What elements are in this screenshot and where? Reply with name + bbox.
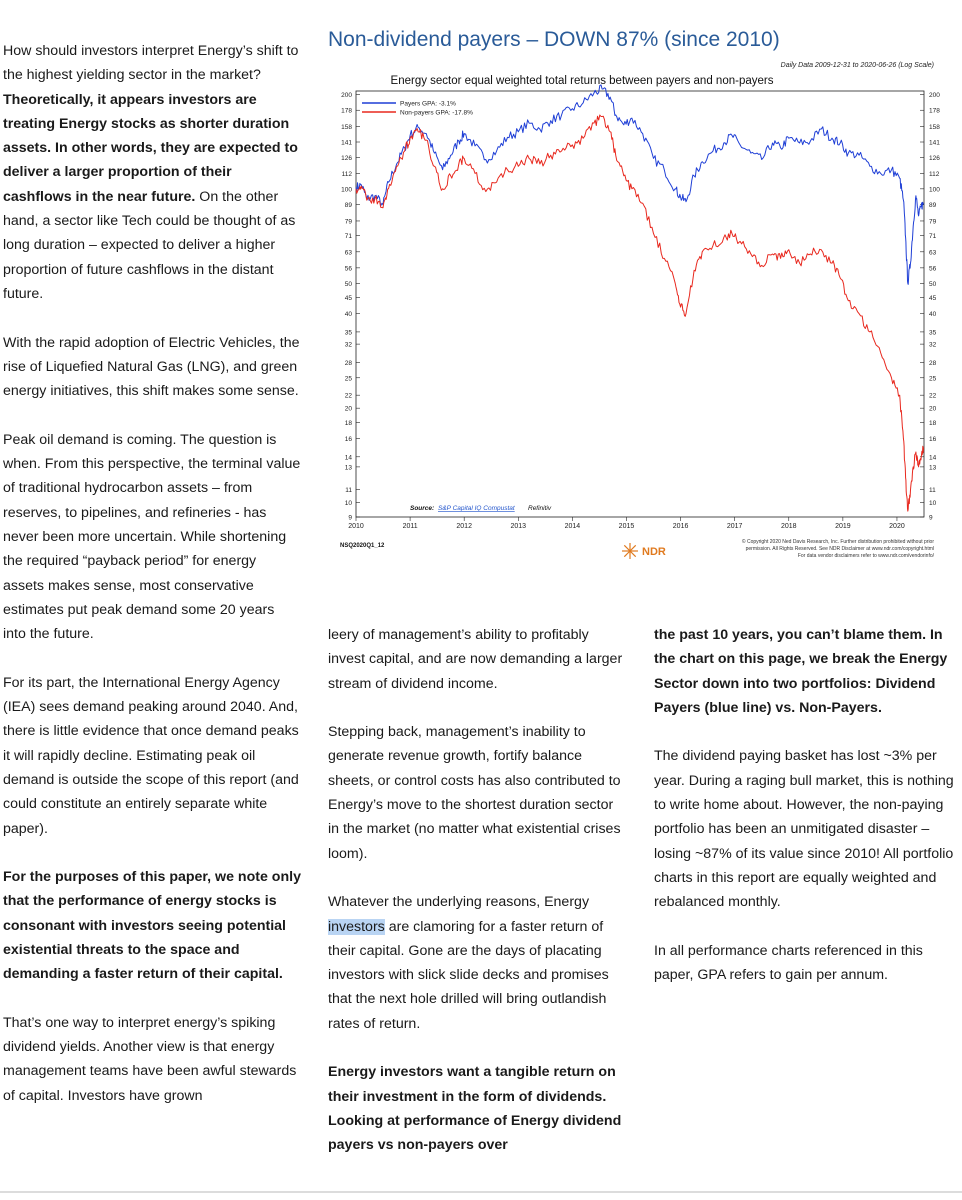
y-tick-label-right: 18 (929, 420, 937, 428)
y-tick-label-right: 158 (929, 123, 940, 131)
x-tick-label: 2013 (510, 523, 527, 530)
highlighted-text[interactable]: investors (328, 918, 385, 935)
brand-star-icon (630, 545, 636, 551)
x-tick-label: 2019 (835, 523, 851, 530)
y-tick-label-left: 63 (344, 249, 352, 257)
brand-star-icon (630, 551, 636, 557)
y-tick-label-left: 79 (344, 218, 352, 226)
y-tick-label-left: 158 (341, 123, 352, 131)
source-extra: Refinitiv (528, 505, 552, 512)
y-tick-label-left: 71 (344, 233, 352, 241)
legend-entry: Non-payers GPA: -17.8% (400, 109, 473, 117)
y-tick-label-left: 178 (341, 107, 352, 115)
paragraph (3, 428, 301, 647)
paragraph (654, 623, 954, 720)
bold-text: Theoretically, it appears investors are treating Energy stocks as shorter duration assets. In other words, they are expected to deliver a larger proportion of their cashflows in the near future. (3, 91, 298, 205)
paragraph (3, 865, 301, 986)
bold-text: For the purposes of this paper, we note only that the performance of energy stocks is consonant with investors seeing potential existential threats to the space and demanding a faster return of their capital. (3, 869, 301, 983)
x-tick-label: 2012 (456, 523, 472, 530)
x-tick-label: 2010 (348, 523, 364, 530)
x-tick-label: 2014 (564, 523, 581, 530)
y-tick-label-right: 13 (929, 464, 937, 472)
chart-title: Energy sector equal weighted total returns between payers and non-payers (390, 75, 774, 87)
y-tick-label-left: 10 (344, 500, 352, 508)
text-run: The dividend paying basket has lost ~3% per year. During a raging bull market, this is nothing to write home about. However, the non-paying portfolio has been an unmitigated disaster – losing ~87% of its value since 2010! All portfolio charts in this report are equally weighted and rebalanced monthly. (654, 748, 954, 911)
paragraph (328, 720, 628, 866)
brand-star-icon (624, 551, 630, 557)
y-tick-label-left: 22 (344, 392, 352, 400)
y-tick-label-right: 178 (929, 107, 940, 115)
text-run: Whatever the underlying reasons, Energy (328, 894, 590, 911)
y-tick-label-right: 16 (929, 436, 937, 444)
text-run: How should investors interpret Energy’s shift to the highest yielding sector in the market? (3, 43, 299, 84)
brand-star-icon (624, 545, 630, 551)
y-tick-label-right: 141 (929, 139, 940, 147)
text-run: leery of management’s ability to profitably invest capital, and are now demanding a larger stream of dividend income. (328, 627, 623, 692)
y-tick-label-right: 200 (929, 91, 940, 99)
text-run: That’s one way to interpret energy’s spiking dividend yields. Another view is that energy management teams have been awful stewards of capital. Investors have grown (3, 1014, 297, 1104)
y-tick-label-right: 63 (929, 249, 937, 257)
x-tick-label: 2018 (780, 523, 797, 530)
y-tick-label-right: 89 (929, 202, 937, 210)
y-tick-label-left: 35 (344, 329, 352, 337)
paragraph (654, 744, 954, 914)
x-tick-label: 2020 (889, 523, 905, 530)
y-tick-label-left: 126 (341, 154, 352, 162)
y-tick-label-right: 28 (929, 359, 937, 367)
y-tick-label-right: 126 (929, 154, 940, 162)
y-tick-label-right: 9 (929, 514, 933, 522)
y-tick-label-left: 16 (344, 436, 352, 444)
paragraph (328, 1060, 628, 1157)
y-tick-label-right: 14 (929, 454, 937, 462)
y-tick-label-left: 11 (345, 487, 352, 495)
y-tick-label-left: 20 (344, 405, 352, 413)
bold-text: the past 10 years, you can’t blame them. In the chart on this page, we break the Energy Sector down into two portfolios: Dividend Payers (blue line) vs. Non-Payers. (654, 627, 948, 716)
y-tick-label-left: 100 (341, 186, 352, 194)
y-tick-label-left: 89 (344, 202, 352, 210)
y-tick-label-right: 56 (929, 265, 937, 273)
article-column-2 (328, 623, 628, 1182)
y-tick-label-right: 11 (929, 487, 936, 495)
plot-frame (356, 91, 924, 517)
paragraph (654, 939, 954, 988)
chart-id: NSQ2020Q1_12 (340, 543, 385, 549)
y-tick-label-right: 50 (929, 280, 937, 288)
y-tick-label-left: 25 (344, 375, 352, 383)
text-run: Peak oil demand is coming. The question is when. From this perspective, the terminal value of traditional hydrocarbon assets – from reserves, to pipelines, and refineries - has never been more uncertain. While shortening the required “payback period” for energy assets makes sense, most conservative estimates put peak demand some 20 years into the future. (3, 431, 301, 643)
paragraph (3, 39, 301, 306)
y-tick-label-right: 45 (929, 295, 937, 303)
chart-subtitle: Daily Data 2009-12-31 to 2020-06-26 (Log Scale) (780, 62, 934, 69)
text-run: For its part, the International Energy Agency (IEA) sees demand peaking around 2040. And, there is little evidence that once demand peaks it will rapidly decline. Estimating peak oil demand is outside the scope of this report (and could constitute an entirely separate white paper). (3, 674, 299, 837)
y-tick-label-right: 10 (929, 500, 937, 508)
y-tick-label-left: 28 (344, 359, 352, 367)
y-tick-label-right: 71 (929, 233, 937, 241)
y-tick-label-left: 141 (341, 139, 352, 147)
y-tick-label-left: 32 (344, 341, 352, 349)
y-tick-label-left: 9 (348, 514, 352, 522)
y-tick-label-right: 40 (929, 311, 937, 319)
copyright-line: permission. All Rights Reserved. See NDR Disclaimer at www.ndr.com/copyright.html (745, 546, 934, 552)
x-tick-label: 2017 (726, 523, 743, 530)
text-run: are clamoring for a faster return of their capital. Gone are the days of placating investors with slick slide decks and promises that the next hole drilled will bring outlandish rates of return. (328, 918, 609, 1032)
paragraph (3, 1011, 301, 1108)
y-tick-label-right: 35 (929, 329, 937, 337)
source-link: S&P Capital IQ Compustat (438, 505, 515, 512)
legend-entry: Payers GPA: -3.1% (400, 100, 456, 108)
text-run: On the other hand, a sector like Tech could be thought of as long duration – expected to deliver a higher proportion of future cashflows in the distant future. (3, 188, 296, 302)
x-tick-label: 2016 (672, 523, 689, 530)
y-tick-label-right: 22 (929, 392, 937, 400)
source-label: Source: (410, 505, 435, 512)
y-tick-label-left: 45 (344, 295, 352, 303)
y-tick-label-right: 20 (929, 405, 937, 413)
text-run: Stepping back, management’s inability to generate revenue growth, fortify balance sheets, or control costs has also contributed to Energy’s move to the shortest duration sector in the market (no matter what existential crises loom). (328, 724, 621, 862)
y-tick-label-left: 14 (344, 454, 352, 462)
article-column-1 (3, 39, 301, 1132)
y-tick-label-left: 13 (344, 464, 352, 472)
y-tick-label-left: 50 (344, 280, 352, 288)
y-tick-label-left: 40 (344, 311, 352, 319)
page-divider (0, 1191, 962, 1193)
y-tick-label-left: 112 (341, 170, 352, 178)
y-tick-label-right: 79 (929, 218, 937, 226)
y-tick-label-left: 18 (344, 420, 352, 428)
y-tick-label-left: 200 (341, 91, 352, 99)
text-run: With the rapid adoption of Electric Vehicles, the rise of Liquefied Natural Gas (LNG), and green energy initiatives, this shift makes some sense. (3, 334, 300, 400)
y-tick-label-left: 56 (344, 265, 352, 273)
bold-text: Energy investors want a tangible return on their investment in the form of dividends. Looking at performance of Energy dividend payers vs non-payers over (328, 1064, 622, 1154)
copyright-line: © Copyright 2020 Ned Davis Research, Inc. Further distribution prohibited without prior (741, 539, 934, 545)
text-run: In all performance charts referenced in this paper, GPA refers to gain per annum. (654, 942, 923, 984)
x-tick-label: 2011 (402, 523, 418, 530)
y-tick-label-right: 100 (929, 186, 940, 194)
brand-name: NDR (642, 546, 666, 558)
paragraph (328, 623, 628, 696)
paragraph (3, 331, 301, 404)
x-tick-label: 2015 (618, 523, 635, 530)
y-tick-label-right: 25 (929, 375, 937, 383)
y-tick-label-right: 32 (929, 341, 937, 349)
performance-chart (320, 52, 960, 572)
article-column-3 (654, 623, 954, 1012)
y-tick-label-right: 112 (929, 170, 940, 178)
copyright-line: For data vendor disclaimers refer to www.ndr.com/vendorinfo/ (797, 553, 934, 559)
paragraph (328, 890, 628, 1036)
chart-heading: Non-dividend payers – DOWN 87% (since 2010) (328, 28, 780, 51)
paragraph (3, 671, 301, 841)
